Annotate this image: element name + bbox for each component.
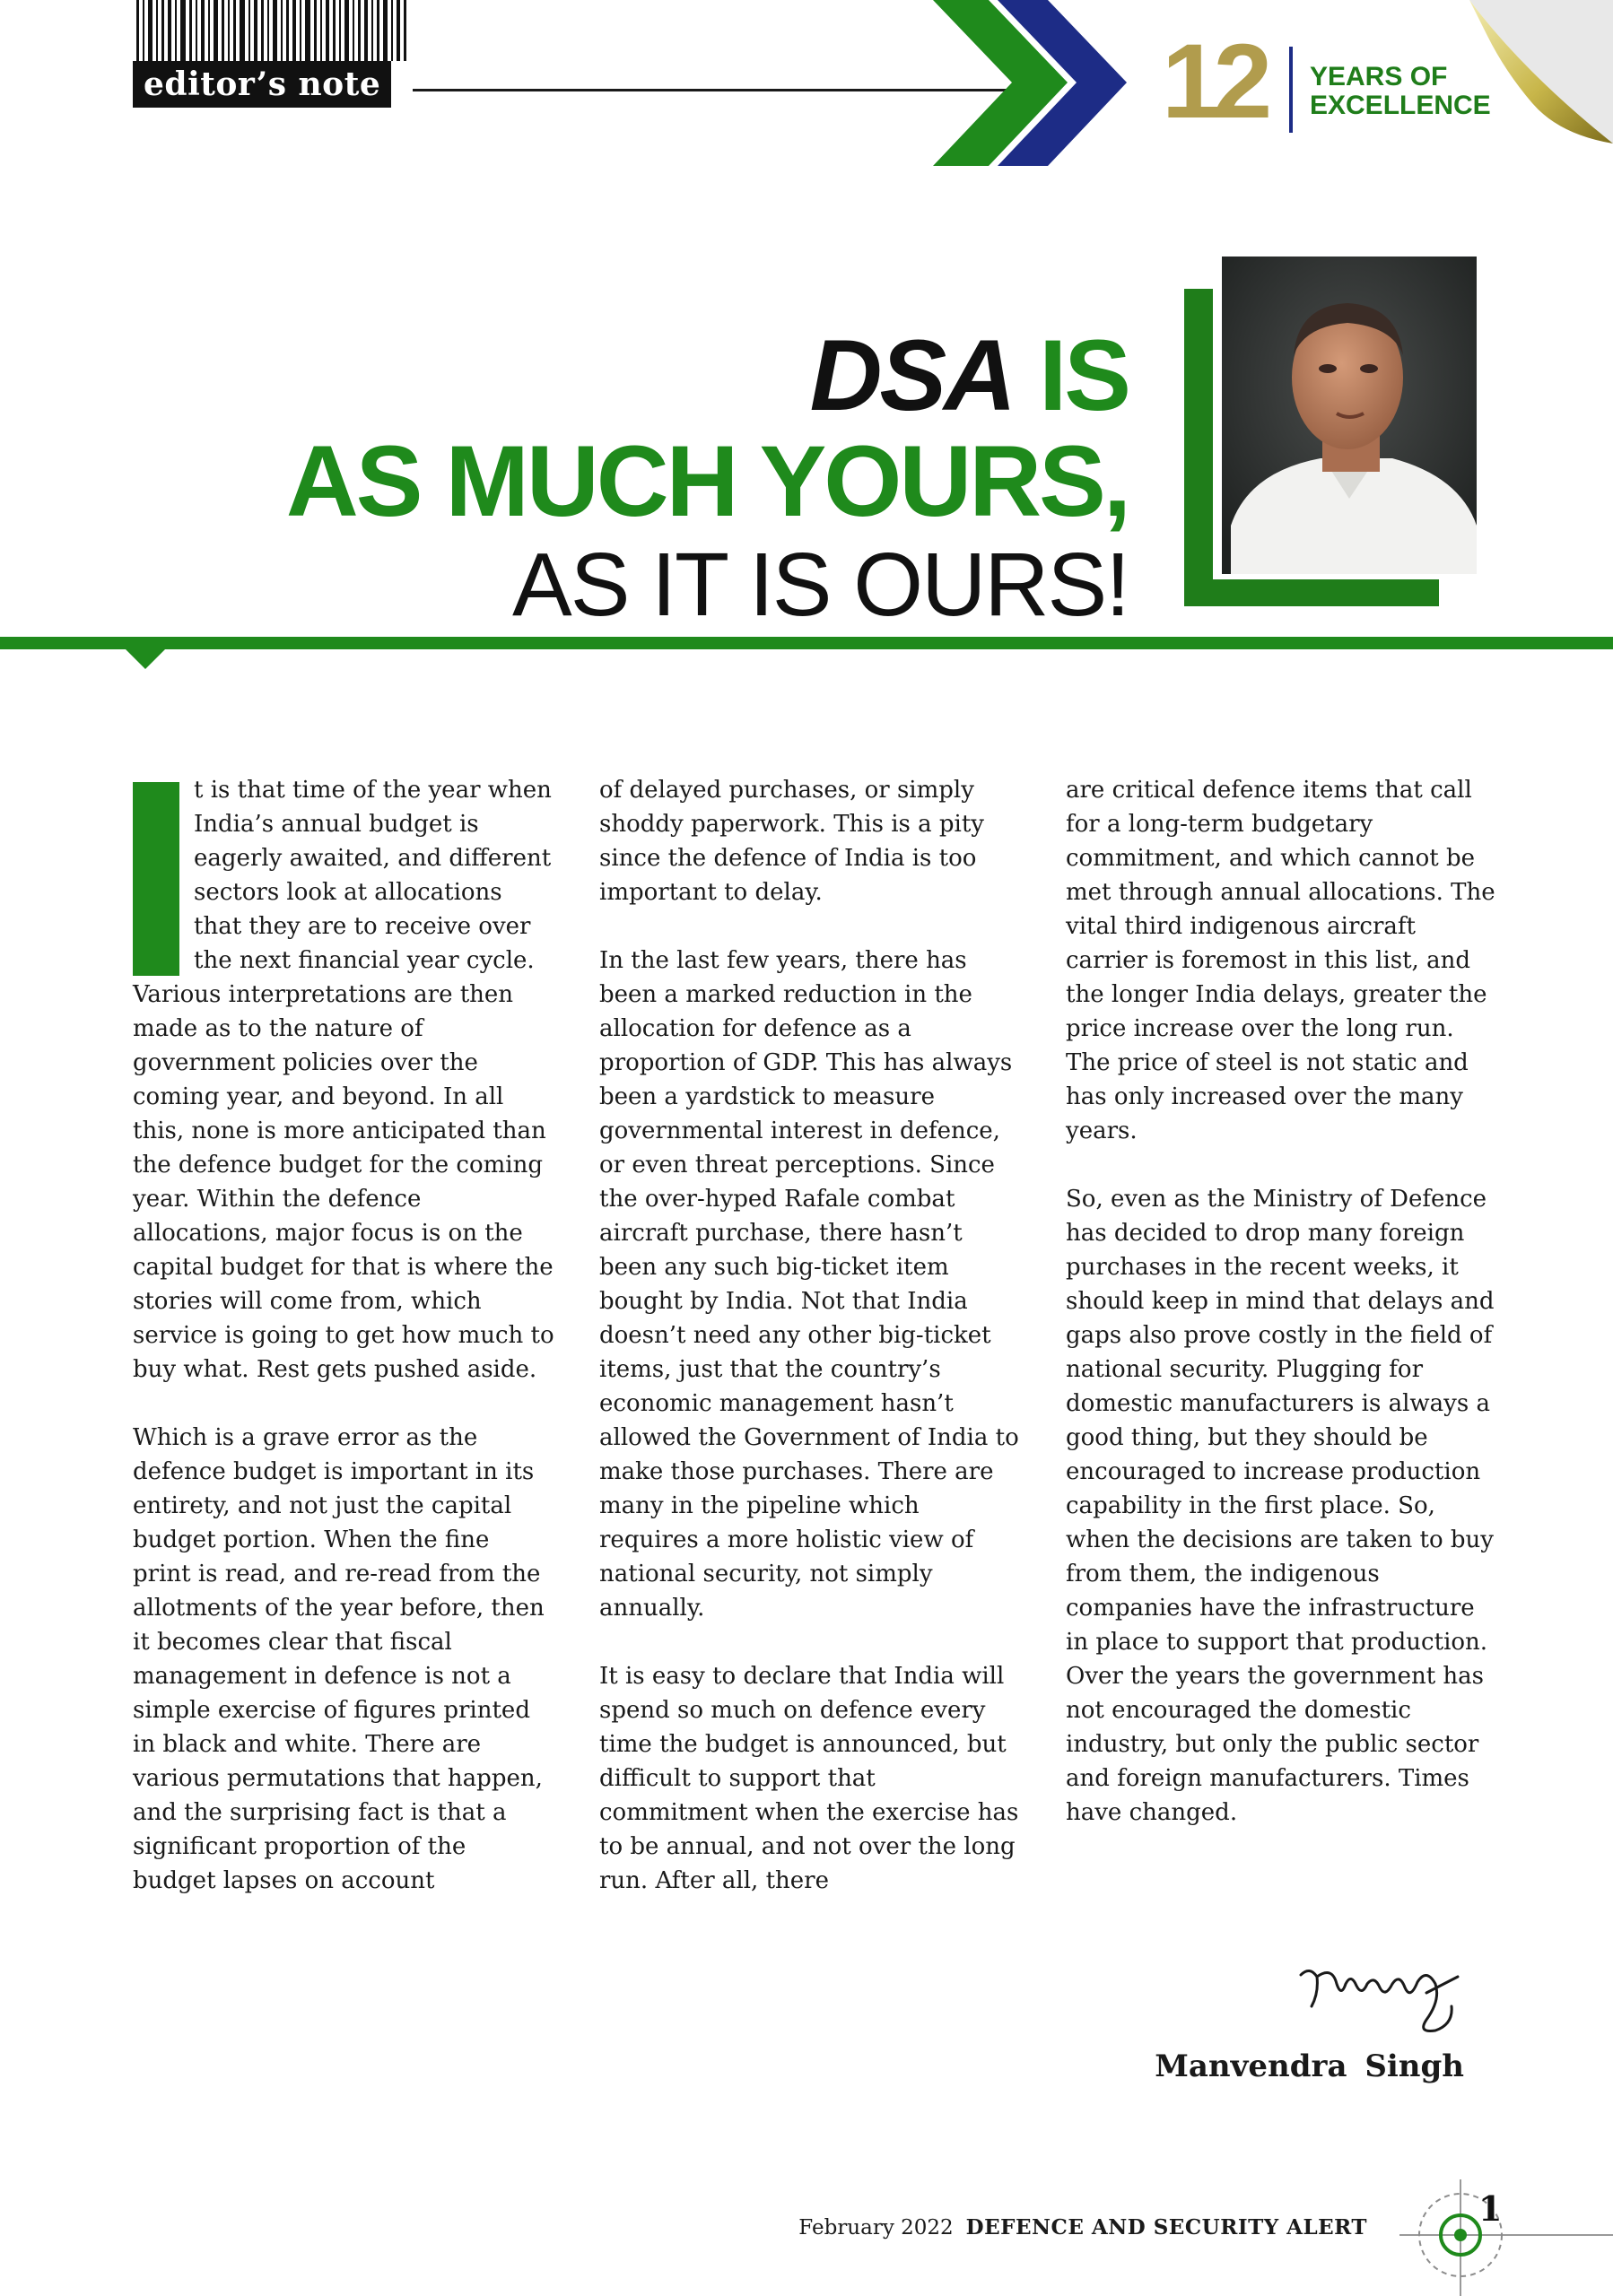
- barcode-stripe: [196, 0, 197, 61]
- barcode-stripe: [161, 0, 164, 61]
- barcode-stripe: [358, 0, 361, 61]
- barcode-stripe: [300, 0, 301, 61]
- barcode-stripe: [404, 0, 406, 61]
- barcode-stripe: [305, 0, 310, 61]
- barcode-stripe: [353, 0, 354, 61]
- paragraph: are critical defence items that call for a long-term budgetary commitment, and which cannot be met through annual allocations. The vital third indigenous aircraft carrier is foremost in this list, and the longer India delays, greater the price increase over the long run. The price of steel is not static and has only increased over the many years.: [1066, 777, 1495, 1144]
- barcode-stripe: [320, 0, 322, 61]
- photo-frame-vertical: [1184, 289, 1213, 606]
- section-label: editor’s note: [133, 61, 391, 108]
- headline-is: IS: [1014, 319, 1129, 431]
- divider-notch: [124, 648, 167, 669]
- paragraph-text: t is that time of the year when India’s annual budget is eagerly awaited, and different sectors look at allocations that they are to receive over the next financial year cycle. Various interpretations are then made as to the nature of government policies over the coming year, and beyond. In all this, none is more anticipated than the defence budget for the coming year. Within the defence allocations, major focus is on the capital budget for that is where the stories will come from, which service is going to get how much to buy what. Rest gets pushed aside.: [133, 777, 554, 1383]
- barcode-stripe: [267, 0, 269, 61]
- crosshair-target-icon: [1399, 2170, 1613, 2296]
- barcode-stripe: [391, 0, 393, 61]
- headline-line-1: [286, 319, 1129, 431]
- barcode-stripe: [201, 0, 205, 61]
- barcode-stripe: [189, 0, 192, 61]
- drop-cap-i: [133, 782, 179, 976]
- headline-divider: [0, 637, 1613, 649]
- barcode-stripe: [397, 0, 400, 61]
- photo-frame-horizontal: [1184, 579, 1439, 606]
- page-footer: [798, 2215, 1367, 2239]
- barcode-stripe: [148, 0, 153, 61]
- anniversary-line-2: EXCELLENCE: [1310, 91, 1491, 120]
- barcode-stripe: [273, 0, 277, 61]
- barcode-stripe: [261, 0, 264, 61]
- barcode-stripe: [240, 0, 245, 61]
- page-number: 1: [1478, 2188, 1503, 2229]
- barcode-stripe: [314, 0, 317, 61]
- barcode-stripe: [208, 0, 210, 61]
- barcode-stripe: [214, 0, 218, 61]
- barcode-stripe: [168, 0, 171, 61]
- barcode-stripe: [180, 0, 186, 61]
- barcode-stripe: [326, 0, 329, 61]
- barcode-graphic: [135, 0, 408, 61]
- paragraph: Which is a grave error as the defence budget is important in its entirety, and not just the capital budget portion. When the fine print is read, and re-read from the allotments of the year before, then it becomes clear that fiscal management in defence is not a simple exercise of figures printed in black and white. There are various permutations that happen, and the surprising fact is that a significant proportion of the budget lapses on account: [133, 1424, 545, 1894]
- paragraph: It is easy to declare that India will spend so much on defence every time the budget is announced, but difficult to support that commitment when the exercise has to be annual, and not over the long run. After all, there: [599, 1663, 1019, 1894]
- barcode-stripe: [248, 0, 250, 61]
- barcode-stripe: [383, 0, 388, 61]
- barcode-stripe: [136, 0, 139, 61]
- anniversary-divider: [1289, 47, 1293, 133]
- barcode-stripe: [333, 0, 336, 61]
- author-name: Manvendra Singh: [1155, 2048, 1464, 2084]
- chevron-graphic: [933, 0, 1166, 166]
- barcode-stripe: [371, 0, 373, 61]
- paragraph: So, even as the Ministry of Defence has decided to drop many foreign purchases in the recent weeks, it should keep in mind that delays and gaps also prove costly in the field of national security. Plugging for domestic manufacturers is always a good thing, but they should be encouraged to increase production capability in the first place. So, when the decisions are taken to buy from them, the indigenous companies have the infrastructure in place to support that production. Over the years the government has not encouraged the domestic industry, but only the public sector and foreign manufacturers. Times have changed.: [1066, 1186, 1495, 1826]
- issue-date: February 2022: [798, 2216, 954, 2239]
- paragraph: In the last few years, there has been a marked reduction in the allocation for defence as a proportion of GDP. This has always been a yardstick to measure governmental interest in defence, or even threat perceptions. Since the over-hyped Rafale combat aircraft purchase, there hasn’t been any such big-ticket item bought by India. Not that India doesn’t need any other big-ticket items, just that the country’s economic management hasn’t allowed the Government of India to make those purchases. There are many in the pipeline which requires a more holistic view of national security, not simply annually.: [599, 947, 1019, 1622]
- page-curl-graphic: [1434, 0, 1613, 179]
- barcode-stripe: [254, 0, 257, 61]
- publication-name: DEFENCE AND SECURITY ALERT: [965, 2215, 1367, 2239]
- paragraph: of delayed purchases, or simply shoddy paperwork. This is a pity since the defence of India is too important to delay.: [599, 777, 984, 906]
- barcode-stripe: [281, 0, 283, 61]
- barcode-stripe: [292, 0, 296, 61]
- article-column-1: [133, 773, 554, 1898]
- barcode-stripe: [377, 0, 379, 61]
- barcode-stripe: [175, 0, 177, 61]
- headline-dsa: DSA: [809, 319, 1015, 431]
- barcode-stripe: [339, 0, 341, 61]
- headline: [285, 319, 1129, 635]
- article-column-3: [1066, 773, 1496, 1830]
- headline-line-2: AS MUCH YOURS,: [285, 425, 1129, 537]
- headline-line-3: AS IT IS OURS!: [512, 535, 1129, 635]
- barcode-stripe: [156, 0, 158, 61]
- article-column-2: [599, 773, 1021, 1898]
- barcode-stripe: [344, 0, 349, 61]
- author-portrait: [1222, 257, 1477, 574]
- anniversary-number: 12: [1162, 22, 1266, 141]
- barcode-stripe: [143, 0, 144, 61]
- paragraph: [133, 773, 554, 1387]
- barcode-stripe: [286, 0, 289, 61]
- barcode-stripe: [233, 0, 236, 61]
- anniversary-line-1: YEARS OF: [1310, 62, 1448, 91]
- handwritten-signature: [1292, 1957, 1462, 2038]
- barcode-stripe: [228, 0, 230, 61]
- barcode-stripe: [222, 0, 224, 61]
- barcode-stripe: [364, 0, 368, 61]
